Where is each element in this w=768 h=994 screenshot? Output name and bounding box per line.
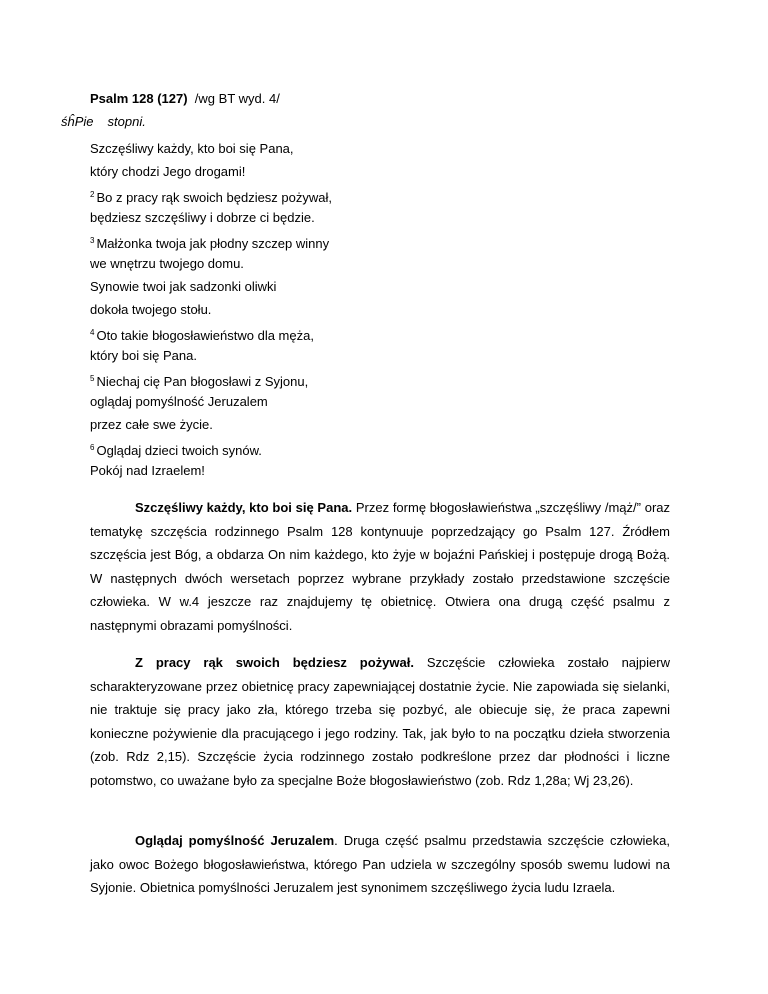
verse-text: Synowie twoi jak sadzonki oliwki	[90, 279, 277, 294]
psalm-title-bold: Psalm 128 (127)	[90, 91, 188, 106]
commentary-paragraph-3	[90, 829, 670, 900]
verse-text: Niechaj cię Pan błogosławi z Syjonu,	[96, 374, 309, 389]
psalm-heading-prefix: śĥPie	[61, 114, 94, 129]
verse-line	[90, 137, 332, 160]
verse-text: Szczęśliwy każdy, kto boi się Pana,	[90, 141, 294, 156]
verse-line	[90, 413, 332, 436]
verse-line	[90, 183, 332, 206]
psalm-heading-rest: stopni.	[107, 114, 146, 129]
verse-text: Małżonka twoja jak płodny szczep winny	[96, 236, 330, 251]
verse-line	[90, 459, 332, 482]
verse-text: Oglądaj dzieci twoich synów.	[96, 443, 262, 458]
verse-text: Pokój nad Izraelem!	[90, 463, 205, 478]
verse-text: przez całe swe życie.	[90, 417, 213, 432]
verse-text: Bo z pracy rąk swoich będziesz pożywał,	[96, 190, 332, 205]
commentary-body: Przez formę błogosławieństwa „szczęśliwy /mąż/” oraz tematykę szczęścia rodzinnego Psalm 128 kontynuuje poprzedzający go Psalm 127. Źródłem szczęścia jest Bóg, a obdarza On nim każdego, kto żyje w bojaźni Pańskiej i postępuje drogą Bożą. W następnych dwóch wersetach poprzez wybrane przykłady zostało przedstawione szczęście człowieka. W w.4 jeszcze raz znajdujemy tę obietnicę. Otwiera ona drugą część psalmu z następnymi obrazami pomyślności.	[90, 500, 670, 633]
verse-text: będziesz szczęśliwy i dobrze ci będzie.	[90, 210, 315, 225]
verse-number: 6	[90, 443, 95, 452]
commentary-paragraph-2	[90, 651, 670, 792]
commentary-lead: Szczęśliwy każdy, kto boi się Pana.	[135, 500, 353, 515]
verse-text: który boi się Pana.	[90, 348, 197, 363]
commentary-paragraph-1	[90, 496, 670, 637]
verse-number: 5	[90, 374, 95, 383]
commentary-body: . Druga część psalmu przedstawia szczęście człowieka, jako owoc Bożego błogosławieństwa, którego Pan udziela w szczególny sposób swemu ludowi na Syjonie. Obietnica pomyślności Jeruzalem jest synonimem szczęśliwego życia ludu Izraela.	[90, 833, 670, 895]
commentary-lead: Oglądaj pomyślność Jeruzalem	[135, 833, 335, 848]
verse-line	[90, 275, 332, 298]
psalm-heading	[61, 114, 146, 129]
verse-line	[90, 206, 332, 229]
verse-text: dokoła twojego stołu.	[90, 302, 212, 317]
commentary-body: Szczęście człowieka zostało najpierw scharakteryzowane przez obietnicę pracy zapewniającej dostatnie życie. Nie zapowiada się sielanki, nie traktuje się pracy jako zła, którego trzeba się pozbyć, ale obiecuje się, że praca zapewni konieczne pożywienie dla pracującego i jego rodziny. Tak, jak było to na początku dzieła stworzenia (zob. Rdz 2,15). Szczęście życia rodzinnego zostało podkreślone przez dar płodności i liczne potomstwo, co uważane było za specjalne Boże błogosławieństwo (zob. Rdz 1,28a; Wj 23,26).	[90, 655, 670, 788]
verse-line	[90, 160, 332, 183]
psalm-title	[90, 91, 280, 106]
verse-text: który chodzi Jego drogami!	[90, 164, 246, 179]
verse-line	[90, 321, 332, 344]
verse-line	[90, 298, 332, 321]
verse-text: we wnętrzu twojego domu.	[90, 256, 244, 271]
verse-line	[90, 390, 332, 413]
verse-line	[90, 252, 332, 275]
verse-line	[90, 344, 332, 367]
verse-line	[90, 367, 332, 390]
verse-text: oglądaj pomyślność Jeruzalem	[90, 394, 268, 409]
psalm-title-edition: /wg BT wyd. 4/	[187, 91, 280, 106]
verse-line	[90, 436, 332, 459]
verse-text: Oto takie błogosławieństwo dla męża,	[96, 328, 314, 343]
verse-number: 4	[90, 328, 95, 337]
verse-number: 3	[90, 236, 95, 245]
psalm-verses	[90, 137, 332, 482]
verse-number: 2	[90, 190, 95, 199]
verse-line	[90, 229, 332, 252]
commentary-lead: Z pracy rąk swoich będziesz pożywał.	[135, 655, 414, 670]
